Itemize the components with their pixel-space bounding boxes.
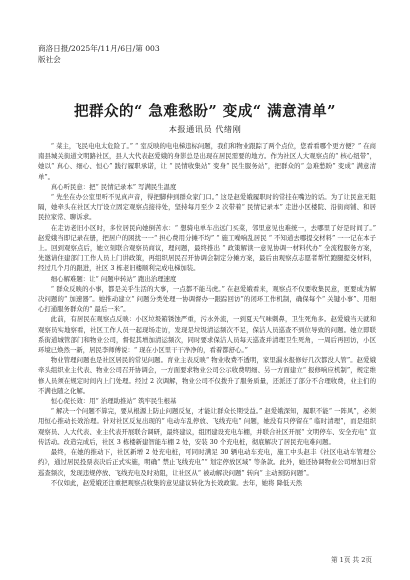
page-number: 第 1页 共 2页 [330, 556, 372, 564]
section-label: 版社会 [38, 55, 61, 64]
body-paragraph: “ 先坐在办公室里听不见真声音，得把脚伸到群众家门口。” 这是赵爱娥履职时的常挂在嘴边的话。为了让民意无阻隔，她牵头在社区大厅设立固定观察点接待处，坚持每月至少 2 次带着“ 民情记录本” 走进小区楼院、沿街商铺、和居民拉家常、聊诉求。 [38, 193, 376, 222]
body-subheading: 恒心促长效：用“ 治理助推站” 筑牢民生根基 [50, 397, 177, 406]
article-body [38, 141, 376, 488]
body-paragraph: “ 菜主，飞民电电太危险了。” “ 室反映的电电梯违标问题，我们和物业跟踪了两个点位，您看看哪个更方便？” 在商南县城关街道文明路社区，县人大代表赵爱娥的身影总是出现在居民需要的地方。作为社区人大观察点的“ 核心纽带”，她以“ 真心、细心、恒心” 践行履职承诺，让 “ 民情收集站” 变身“ 民生服务站”，把群众的“ 急难愁盼” 变成“ 满意清单”。 [38, 142, 376, 181]
body-paragraph: “ 群众反映的小事，都是关乎生活的大事，一点都不能马虎。” 在赵爱娥看来，观察点不仅要收集民意，更要成为解决问题的“ 加速器”。她推动建立“ 问题分类处理一协调督办一跟踪回访”的闭环工作机制，确保每个“ 关键小事”、用细心打通服务群众的“ 最后一米”。 [38, 284, 376, 314]
body-subheading: 真心听民意：把“ 民情记录本” 写满民生温度 [50, 182, 177, 191]
body-subheading: 细心解难题：让“ 问题申转站” 跑出治理速度 [50, 274, 177, 283]
source-line: 商洛日报/2025年/11月/6日/第 003 [38, 44, 160, 53]
body-paragraph: 在走访老旧小区时，多位居民向她倒苦水：“ 想骑电单车出远门买菜，邻里意见也难统一，去哪里了好是时间了。” 赵爱娥当即记录在册，把居户的困扰一一“ 担心费用分摊不均” “ 施工噪响乱居民 “ 不知道去哪提交材料” 一一记在本子上。回到观察点后，她立刻联合观察员商议，理问题，最终推出 “ 政策解读一意见协调一材料代办” 全流程服务方案，先邀请住建部门工作人员上门讲政策，再组织居民召开协调会制定分摊方案，最后由观察点志愿者帮忙跑腿提交材料，经过几个月的跟进，社区 3 栋老旧楼顺利完成电梯加装。 [38, 223, 376, 273]
article-byline: 本报通讯员 代绪刚 [168, 124, 242, 134]
publication-meta [38, 43, 160, 65]
article-title: 把群众的“ 急难愁盼” 变成“ 满意清单” [73, 103, 336, 120]
body-paragraph: “ 解决一个问题不算完，要从根源上防止问题反复，才能让群众长期受益。” 赵爱娥深知，履职不能“ 一阵风”，必须用恒心推动长效治理。针对社区反复出现的“ 电动车乱停放、飞线充电” 问题，她没有只停留在“ 临时清理”，而是组织观察员、人大代表、业主代表开展联合调研，最终建议，组团建设充电车棚，并联合社区开展“ 文明停车、安全充电” 宣传活动。改造完成后，社区 3 栋楼新建智能车棚 2 处，安装 30 个充电桩，彻底解决了居民充电难问题。 [38, 407, 376, 446]
body-paragraph: 不仅如此，赵爱娥还注重把观察点收集的意见建议转化为长效政策。去年，她将 降低天然 [50, 478, 303, 487]
body-paragraph: 此前，有居民在观察点反映：小区垃圾箱锈蚀严重，污水外流，一到夏天气味刺鼻，卫生死角多。赵爱娥当天就和观察员实地察看，社区工作人员一起现场走访，发现是垃圾清运频次不足，保洁人员巡查不到位导致的问题。她立即联系街道城管部门和物业公司，督促其增加清运频次，同时要求保洁人员每天巡查并清理卫生死角，一周后再回访，小区环境已焕然一新，居民李师傅说：“ 现在小区里干干净净的，看着都舒心。” [38, 315, 376, 355]
body-paragraph: 物业管理问题也是社区居民的常见问题。育业主表反映“ 物业收费不透明，家里漏水报修好几次都没人管”。赵爱娥牵头组织业主代表、物业公司召开协调会，一方面要求物业公司公示收费明细、另一方面建立“ 报修响应机制”，规定维修人员须在规定时间内上门处理。经过 2 次调解，物业公司不仅拨升了服务质量，还派还了部分不合理收费，业主们的不满也随之化解。 [38, 356, 376, 395]
body-paragraph: 最终，在她的推动下，社区新增 2 处充电桩，可同时满足 30 辆电动车充电，施工中头赵丰《社区电动车管理公约》，通过居民投票表决后正式实施，明确“ 禁止飞线充电”“ 划定停放区域” 等条款。此外，她还协调物业公司增加日常巡查频次，发现违规停放、飞线充电及时劝阻，让社区从“ 被动解决问题” 转向“ 主动预防问题”。 [38, 448, 376, 477]
